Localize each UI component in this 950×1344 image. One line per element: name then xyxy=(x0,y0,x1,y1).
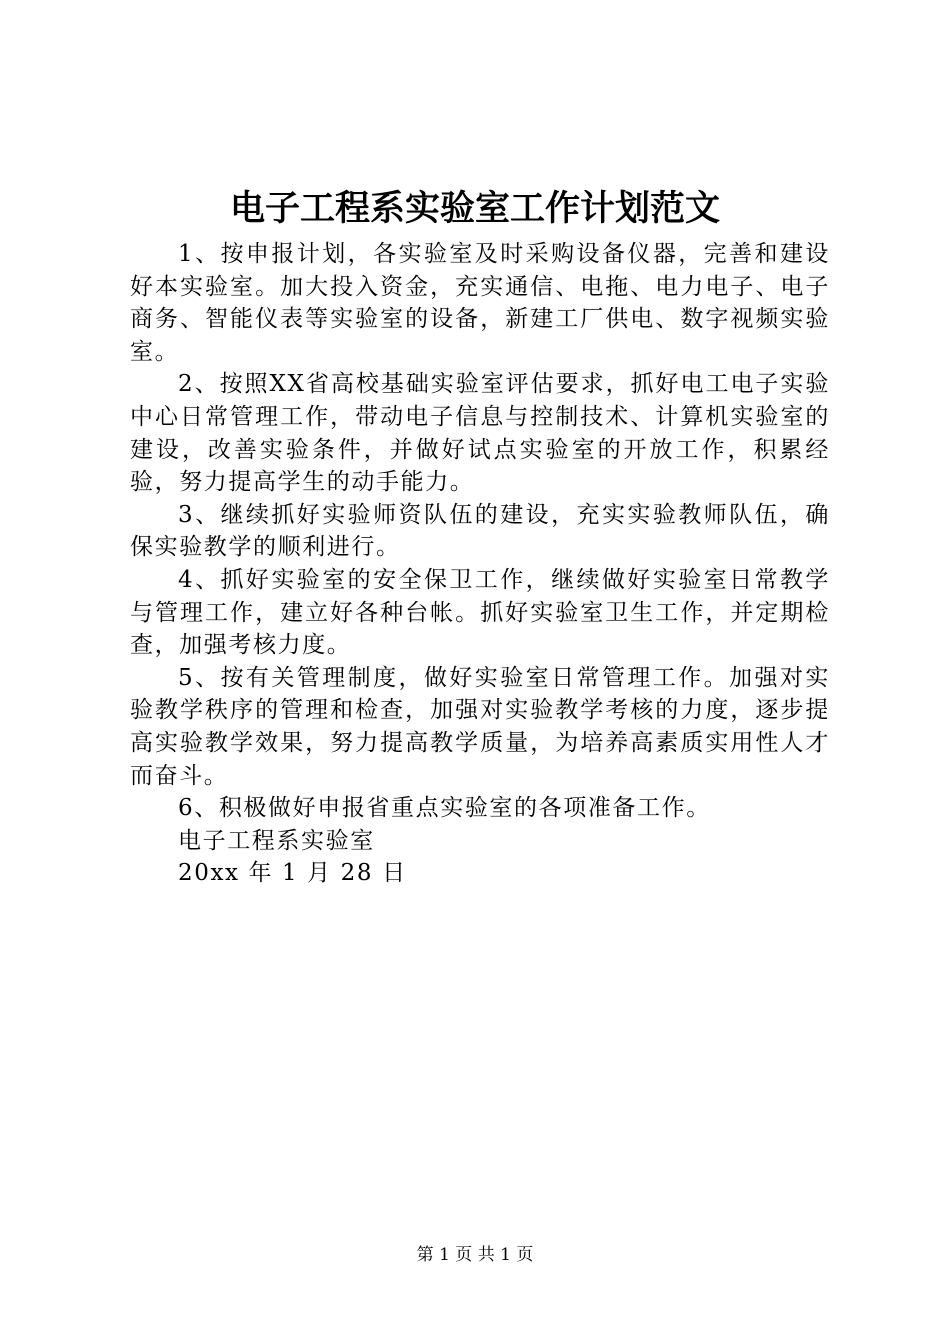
paragraph-4: 4、抓好实验室的安全保卫工作，继续做好实验室日常教学与管理工作，建立好各种台帐。抓好实验室卫生工作，并定期检查，加强考核力度。 xyxy=(130,566,830,659)
document-body xyxy=(130,238,830,890)
paragraph-6: 6、积极做好申报省重点实验室的各项准备工作。 xyxy=(178,795,711,822)
paragraph-2: 2、按照XX省高校基础实验室评估要求，抓好电工电子实验中心日常管理工作，带动电子信息与控制技术、计算机实验室的建设，改善实验条件，并做好试点实验室的开放工作，积累经验，努力提高学生的动手能力。 xyxy=(130,371,830,496)
date-line: 20xx 年 1 月 28 日 xyxy=(178,860,407,887)
signature-line: 电子工程系实验室 xyxy=(178,827,375,854)
document-title: 电子工程系实验室工作计划范文 xyxy=(229,188,720,229)
page-footer: 第 1 页 共 1 页 xyxy=(416,1245,534,1265)
paragraph-1: 1、按申报计划，各实验室及时采购设备仪器，完善和建设好本实验室。加大投入资金，充实通信、电拖、电力电子、电子商务、智能仪表等实验室的设备，新建工厂供电、数字视频实验室。 xyxy=(130,241,830,365)
paragraph-5: 5、按有关管理制度，做好实验室日常管理工作。加强对实验教学秩序的管理和检查，加强对实验教学考核的力度，逐步提高实验教学效果，努力提高教学质量，为培养高素质实用性人才而奋斗。 xyxy=(130,664,830,789)
paragraph-3: 3、继续抓好实验师资队伍的建设，充实实验教师队伍，确保实验教学的顺利进行。 xyxy=(130,501,830,561)
